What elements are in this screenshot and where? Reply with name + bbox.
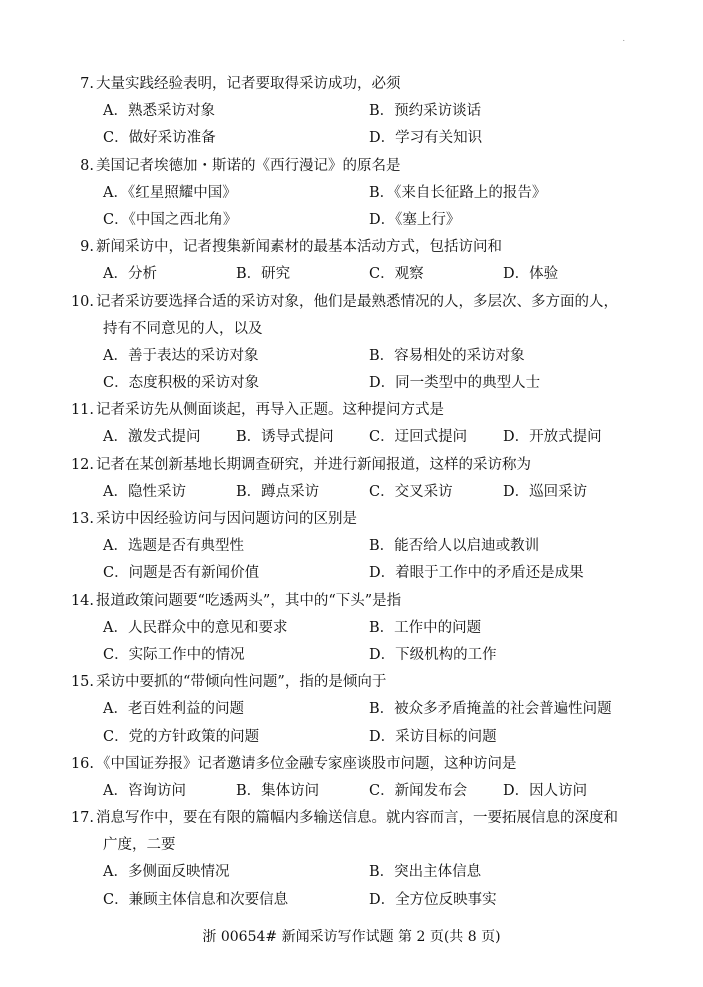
answer-option: D．学习有关知识 [369, 130, 483, 147]
question-number: 9. [80, 239, 94, 256]
question-stem-line [0, 805, 703, 832]
question-stem-line [0, 153, 703, 180]
answer-option: A．老百姓利益的问题 [103, 701, 244, 718]
option-row [0, 479, 703, 506]
option-row [0, 533, 703, 560]
question-stem-line [0, 452, 703, 479]
option-row [0, 642, 703, 669]
answer-option: C．观察 [369, 266, 424, 283]
question-stem-continuation [0, 316, 703, 343]
option-row [0, 615, 703, 642]
option-row [0, 180, 703, 207]
page-footer: 浙 00654# 新闻采访写作试题 第 2 页(共 8 页) [202, 929, 501, 945]
answer-option: D．巡回采访 [503, 483, 588, 500]
question-item [0, 289, 703, 398]
question-stem-line [0, 289, 703, 316]
question-number: 16. [70, 755, 94, 772]
answer-option: B．突出主体信息 [369, 864, 482, 881]
option-row [0, 207, 703, 234]
question-item [0, 153, 703, 235]
question-stem-line [0, 506, 703, 533]
answer-option: B．集体访问 [236, 782, 320, 799]
question-stem-text: 记者采访要选择合适的采访对象，他们是最熟悉情况的人，多层次、多方面的人， [96, 293, 618, 310]
answer-option: A．人民群众中的意见和要求 [103, 619, 288, 636]
answer-option: C．做好采访准备 [103, 130, 216, 147]
answer-option: C．交叉采访 [369, 483, 453, 500]
question-number: 7. [80, 76, 94, 92]
question-item [0, 751, 703, 805]
answer-option: C．迂回式提问 [369, 429, 468, 446]
answer-option: A．激发式提问 [103, 429, 201, 446]
answer-option: C．态度积极的采访对象 [103, 375, 260, 392]
option-row [0, 424, 703, 451]
question-stem-text: 报道政策问题要“吃透两头”，其中的“下头”是指 [96, 592, 402, 609]
option-row [0, 98, 703, 125]
question-item [0, 234, 703, 288]
question-stem-text: 广度，二要 [103, 837, 176, 854]
question-number: 14. [70, 592, 94, 609]
question-number: 12. [70, 456, 94, 473]
question-item [0, 588, 703, 670]
answer-option: A．分析 [103, 266, 157, 283]
question-item [0, 452, 703, 506]
question-stem-text: 《中国证券报》记者邀请多位金融专家座谈股市问题，这种访问是 [96, 755, 517, 772]
question-stem-text: 大量实践经验表明，记者要取得采访成功，必须 [96, 76, 401, 92]
answer-option: A．多侧面反映情况 [103, 864, 230, 881]
answer-option: A．选题是否有典型性 [103, 538, 244, 555]
option-row [0, 887, 703, 914]
option-row [0, 370, 703, 397]
corner-mark: . [622, 34, 625, 43]
answer-option: D．开放式提问 [503, 429, 602, 446]
option-row [0, 560, 703, 587]
question-stem-line [0, 234, 703, 261]
answer-option: A．咨询访问 [103, 782, 186, 799]
question-stem-line [0, 71, 703, 98]
answer-option: D．全方位反映事实 [369, 891, 497, 908]
question-stem-text: 记者采访先从侧面谈起，再导入正题。这种提问方式是 [96, 402, 444, 419]
answer-option: B．被众多矛盾掩盖的社会普遍性问题 [369, 701, 612, 718]
answer-option: A．善于表达的采访对象 [103, 347, 259, 364]
answer-option: D．着眼于工作中的矛盾还是成果 [369, 565, 584, 582]
answer-option: A．熟悉采访对象 [103, 103, 215, 120]
answer-option: B．《来自长征路上的报告》 [369, 184, 547, 201]
option-row [0, 724, 703, 751]
option-row [0, 343, 703, 370]
answer-option: B．诱导式提问 [236, 429, 334, 446]
answer-option: A．隐性采访 [103, 483, 186, 500]
answer-option: D．因人访问 [503, 782, 588, 799]
question-item [0, 71, 703, 153]
question-number: 8. [80, 157, 94, 174]
question-number: 10. [70, 293, 94, 310]
question-stem-line [0, 588, 703, 615]
answer-option: B．预约采访谈话 [369, 103, 482, 120]
option-row [0, 125, 703, 152]
answer-option: D．《塞上行》 [369, 211, 461, 228]
question-item [0, 397, 703, 451]
answer-option: B．能否给人以启迪或教训 [369, 538, 540, 555]
question-stem-text: 美国记者埃德加・斯诺的《西行漫记》的原名是 [96, 157, 401, 174]
question-stem-line [0, 397, 703, 424]
question-stem-continuation [0, 832, 703, 859]
answer-option: D．体验 [503, 266, 559, 283]
question-stem-line [0, 751, 703, 778]
answer-option: D．采访目标的问题 [369, 728, 497, 745]
answer-option: C．新闻发布会 [369, 782, 468, 799]
question-list [0, 71, 703, 914]
option-row [0, 778, 703, 805]
answer-option: B．蹲点采访 [236, 483, 320, 500]
answer-option: B．工作中的问题 [369, 619, 482, 636]
question-stem-text: 采访中要抓的“带倾向性问题”，指的是倾向于 [96, 674, 387, 691]
answer-option: C．实际工作中的情况 [103, 646, 245, 663]
question-item [0, 805, 703, 914]
answer-option: C．兼顾主体信息和次要信息 [103, 891, 289, 908]
question-number: 11. [70, 402, 94, 419]
option-row [0, 696, 703, 723]
answer-option: C．问题是否有新闻价值 [103, 565, 260, 582]
answer-option: C．《中国之西北角》 [103, 211, 238, 228]
answer-option: B．容易相处的采访对象 [369, 347, 525, 364]
question-stem-text: 记者在某创新基地长期调查研究，并进行新闻报道，这样的采访称为 [96, 456, 531, 473]
option-row [0, 859, 703, 886]
question-stem-text: 采访中因经验访问与因问题访问的区别是 [96, 511, 357, 527]
question-item [0, 506, 703, 588]
answer-option: C．党的方针政策的问题 [103, 728, 260, 745]
question-number: 17. [70, 810, 94, 827]
question-stem-text: 新闻采访中，记者搜集新闻素材的最基本活动方式，包括访问和 [96, 239, 502, 256]
answer-option: D．同一类型中的典型人士 [369, 375, 541, 392]
question-stem-text: 消息写作中，要在有限的篇幅内多输送信息。就内容而言，一要拓展信息的深度和 [96, 810, 618, 827]
question-stem-line [0, 669, 703, 696]
option-row [0, 261, 703, 288]
question-number: 13. [70, 511, 94, 527]
answer-option: B．研究 [236, 266, 291, 283]
question-item [0, 669, 703, 751]
question-number: 15. [70, 674, 94, 691]
answer-option: A．《红星照耀中国》 [103, 184, 237, 201]
question-stem-text: 持有不同意见的人，以及 [103, 320, 263, 337]
answer-option: D．下级机构的工作 [369, 646, 497, 663]
